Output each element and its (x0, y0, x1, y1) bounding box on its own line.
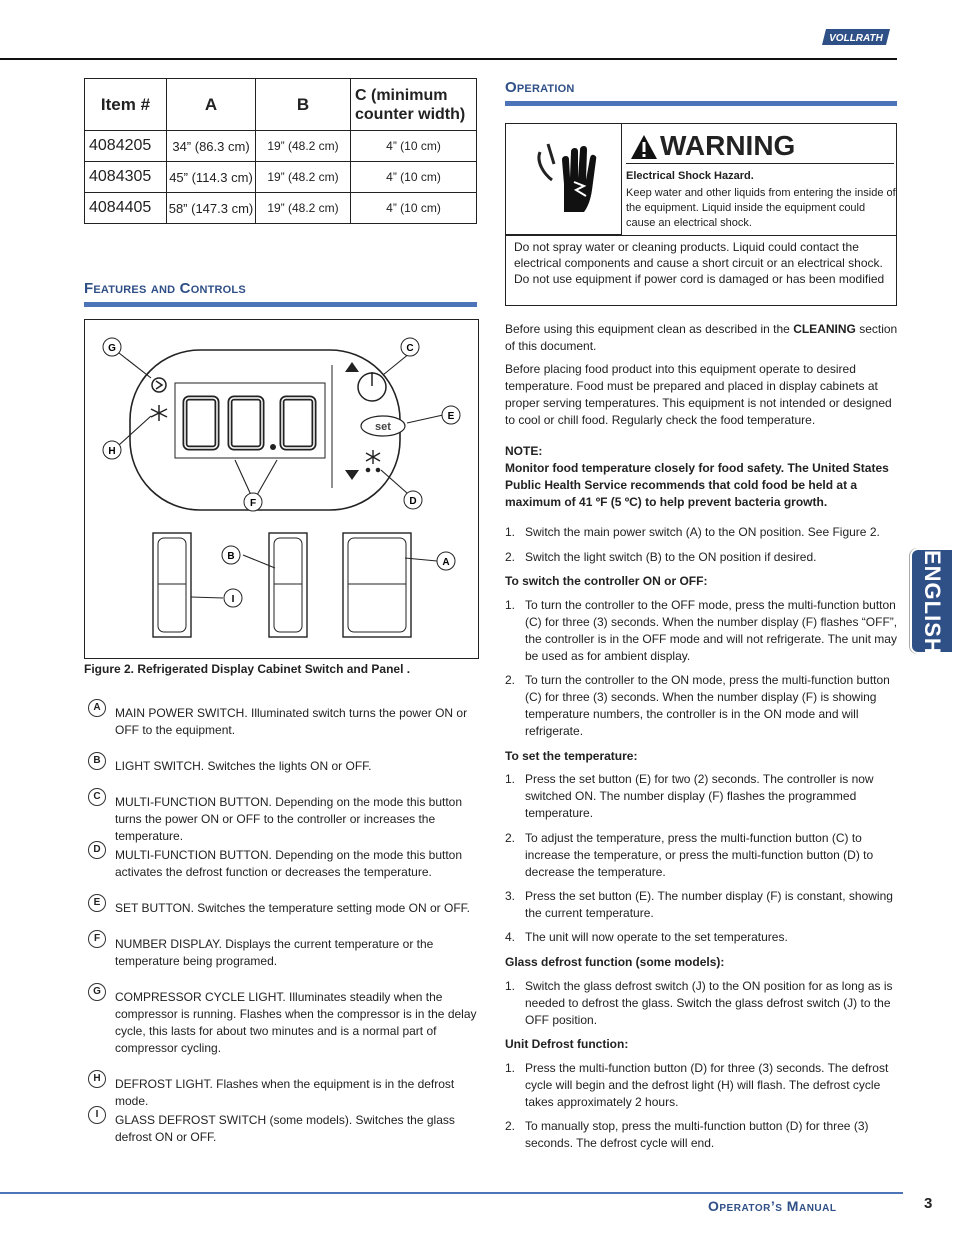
footer-title: Operator’s Manual (708, 1198, 837, 1214)
set-button[interactable] (361, 416, 405, 436)
electric-shock-hand-icon (506, 124, 622, 235)
figure-caption: Figure 2. Refrigerated Display Cabinet Switch and Panel . (84, 662, 411, 676)
table-row (85, 131, 477, 162)
feature-text: MAIN POWER SWITCH. Illuminated switch turns the power ON or OFF to the equipment. (115, 706, 468, 737)
step-text: Press the set button (E) for two (2) seconds. The controller is now switched ON. The number display (F) flashes the programmed temperature. (525, 772, 874, 820)
list-item (505, 1118, 900, 1152)
warning-separator (506, 235, 896, 236)
list-item (84, 1073, 479, 1110)
callout-b (222, 546, 240, 564)
cell-a: 45” (114.3 cm) (167, 162, 256, 193)
language-tab-label: ENGLISH (920, 550, 945, 655)
svg-text:D: D (409, 496, 417, 507)
table-header-row (85, 79, 477, 131)
step-text: To manually stop, press the multi-function button (D) for three (3) seconds. The defrost cycle will end. (525, 1119, 869, 1150)
step-num: 2. (505, 831, 516, 845)
list-item (84, 755, 479, 775)
header-rule (0, 58, 897, 60)
cell-b: 19” (48.2 cm) (256, 131, 351, 162)
feature-text: COMPRESSOR CYCLE LIGHT. Illuminates steadily when the compressor is running. Flashes when the compressor is in the delay cycle, this lasts for about two minutes and is a normal part of compressor cycling. (115, 990, 477, 1055)
badge-b: B (88, 752, 106, 770)
svg-text:I: I (231, 594, 235, 605)
vollrath-logo (820, 26, 892, 48)
step-text: Press the set button (E). The number display (F) is constant, showing the current temperature. (525, 889, 893, 920)
list-item (84, 933, 479, 970)
note-label: NOTE: (505, 444, 543, 458)
control-panel-drawing (85, 320, 478, 658)
step-num: 1. (505, 979, 516, 993)
step-num: 3. (505, 889, 516, 903)
operation-heading: Operation (505, 79, 575, 96)
cleaning-paragraph (505, 321, 900, 355)
step-text: The unit will now operate to the set temperatures. (525, 930, 788, 944)
callout-c (401, 338, 419, 356)
svg-text:A: A (442, 557, 450, 568)
badge-h: H (88, 1070, 106, 1088)
features-heading: Features and Controls (84, 280, 246, 297)
badge-i: I (88, 1106, 106, 1124)
feature-text: NUMBER DISPLAY. Displays the current temperature or the temperature being programed. (115, 937, 434, 968)
step-text: Switch the glass defrost switch (J) to the ON position for as long as is needed to defrost the glass. Switch the glass defrost switch (J) to the OFF position. (525, 979, 893, 1027)
feature-text: SET BUTTON. Switches the temperature setting mode ON or OFF. (115, 901, 471, 915)
step-num: 1. (505, 1061, 516, 1075)
col-header-a: A (167, 79, 256, 131)
list-item (84, 844, 479, 881)
svg-text:H: H (108, 446, 116, 457)
features-heading-rule (84, 302, 477, 307)
list-item (505, 830, 900, 881)
feature-text: LIGHT SWITCH. Switches the lights ON or OFF. (115, 759, 372, 773)
svg-text:G: G (108, 343, 116, 354)
list-item (84, 986, 479, 1057)
cell-c: 4” (10 cm) (351, 162, 477, 193)
step-text: To adjust the temperature, press the multi-function button (C) to increase the temperature, or press the multi-function button (D) to decrease the temperature. (525, 831, 874, 879)
cell-item: 4084205 (85, 131, 167, 162)
feature-text: MULTI-FUNCTION BUTTON. Depending on the mode this button turns the power ON or OFF to the controller or increases the temperature. (115, 795, 463, 843)
badge-f: F (88, 930, 106, 948)
cell-b: 19” (48.2 cm) (256, 162, 351, 193)
badge-c: C (88, 788, 106, 806)
control-panel-figure (84, 319, 479, 659)
temperature-heading: To set the temperature: (505, 749, 638, 763)
decimal-point (270, 444, 276, 450)
svg-text:C: C (406, 343, 414, 354)
spec-table (84, 78, 477, 224)
badge-d: D (88, 841, 106, 859)
list-item (505, 672, 900, 740)
callout-f (244, 493, 262, 511)
warning-triangle-icon (630, 134, 658, 160)
warning-title-bar (626, 128, 894, 164)
callout-d (404, 491, 422, 509)
warning-title: WARNING (660, 130, 796, 161)
list-item (84, 1109, 479, 1146)
list-item (505, 771, 900, 822)
callout-e (442, 406, 460, 424)
list-item (505, 978, 900, 1029)
svg-text:E: E (447, 411, 455, 422)
badge-e: E (88, 894, 106, 912)
col-header-b: B (256, 79, 351, 131)
cell-b: 19” (48.2 cm) (256, 193, 351, 224)
list-item (84, 897, 479, 917)
cell-item: 4084405 (85, 193, 167, 224)
p1-pre: Before using this equipment clean as described in the (505, 322, 790, 336)
callout-a (437, 552, 455, 570)
col-header-c: C (minimum counter width) (351, 79, 477, 131)
set-button-label: set (375, 421, 391, 433)
prep-paragraph: Before placing food product into this equipment operate to desired temperature. Food must be prepared and placed in display cabinets at proper serving temperatures. This equipment is not intended or designed to cool or chill food. Regularly check the food temperature. (505, 362, 892, 427)
display-value: 00.0 (250, 340, 252, 341)
controller-heading: To switch the controller ON or OFF: (505, 574, 708, 588)
list-item (84, 702, 479, 739)
logo-text: VOLLRATH (829, 33, 883, 44)
step-num: 4. (505, 930, 516, 944)
cell-c: 4” (10 cm) (351, 131, 477, 162)
page-number: 3 (924, 1195, 933, 1212)
list-item (84, 791, 479, 845)
step-num: 1. (505, 598, 516, 612)
badge-a: A (88, 699, 106, 717)
light-switch[interactable] (269, 533, 307, 637)
step-num: 1. (505, 772, 516, 786)
list-item (505, 1060, 900, 1111)
glass-defrost-switch[interactable] (153, 533, 191, 637)
step-num: 2. (505, 673, 516, 687)
warning-subtitle: Electrical Shock Hazard. (626, 170, 754, 182)
step-text: Switch the light switch (B) to the ON position if desired. (525, 550, 817, 564)
list-item (505, 929, 900, 946)
cell-a: 34” (86.3 cm) (167, 131, 256, 162)
callout-g (103, 338, 121, 356)
step-num: 2. (505, 1119, 516, 1133)
cell-c: 4” (10 cm) (351, 193, 477, 224)
col-header-item: Item # (85, 79, 167, 131)
operation-heading-rule (505, 101, 897, 106)
badge-g: G (88, 983, 106, 1001)
step-num: 2. (505, 550, 516, 564)
step-text: Press the multi-function button (D) for three (3) seconds. The defrost cycle will begin and the defrost light (H) will flash. The defrost cycle takes approximately 2 hours. (525, 1061, 889, 1109)
list-item (505, 597, 900, 665)
svg-text:F: F (249, 498, 257, 509)
step-text: To turn the controller to the OFF mode, press the multi-function button (C) for three (3) seconds. When the number display (F) flashes “OFF”, the controller is in the OFF mode and will not refrigerate. The unit may be used as for ambient display. (525, 598, 898, 663)
step-text: Switch the main power switch (A) to the ON position. See Figure 2. (525, 525, 880, 539)
glass-defrost-heading: Glass defrost function (some models): (505, 955, 725, 969)
compressor-light-icon (152, 378, 166, 392)
feature-text: MULTI-FUNCTION BUTTON. Depending on the mode this button activates the defrost function or decreases the temperature. (115, 848, 463, 879)
step-text: To turn the controller to the ON mode, press the multi-function button (C) for three (3) seconds. When the number display (F) is showing temperature numbers, the controller is in the ON mode and will refrigerate. (525, 673, 890, 738)
shock-hazard-cell (506, 124, 622, 235)
callout-i (224, 589, 242, 607)
feature-text: DEFROST LIGHT. Flashes when the equipment is in the defrost mode. (115, 1077, 455, 1108)
main-power-switch[interactable] (343, 533, 411, 637)
warning-box (505, 123, 897, 306)
warning-subtext: Keep water and other liquids from entering the inside of the equipment. Liquid inside the equipment could cause an electrical shock. (626, 187, 896, 229)
p1-bold: CLEANING (793, 322, 856, 336)
cell-item: 4084305 (85, 162, 167, 193)
power-button-icon[interactable] (358, 372, 386, 401)
step-num: 1. (505, 525, 516, 539)
list-item (505, 549, 900, 566)
table-row (85, 162, 477, 193)
p1-post: section of this document. (505, 322, 898, 353)
svg-text:B: B (227, 551, 235, 562)
cell-a: 58” (147.3 cm) (167, 193, 256, 224)
footer-rule (0, 1192, 903, 1194)
list-item (505, 888, 900, 922)
note-text: Monitor food temperature closely for food safety. The United States Public Health Service recommends that cold food be held at a maximum of 41 ºF (5 ºC) to help prevent bacteria growth. (505, 461, 889, 509)
feature-text: GLASS DEFROST SWITCH (some models). Switches the glass defrost ON or OFF. (115, 1113, 455, 1144)
table-row (85, 193, 477, 224)
callout-h (103, 441, 121, 459)
unit-defrost-heading: Unit Defrost function: (505, 1037, 629, 1051)
warning-body: Do not spray water or cleaning products. Liquid could contact the electrical components and cause a short circuit or an electrical shock. Do not use equipment if power cord is damaged or has been modified (514, 240, 885, 286)
list-item (505, 524, 900, 541)
